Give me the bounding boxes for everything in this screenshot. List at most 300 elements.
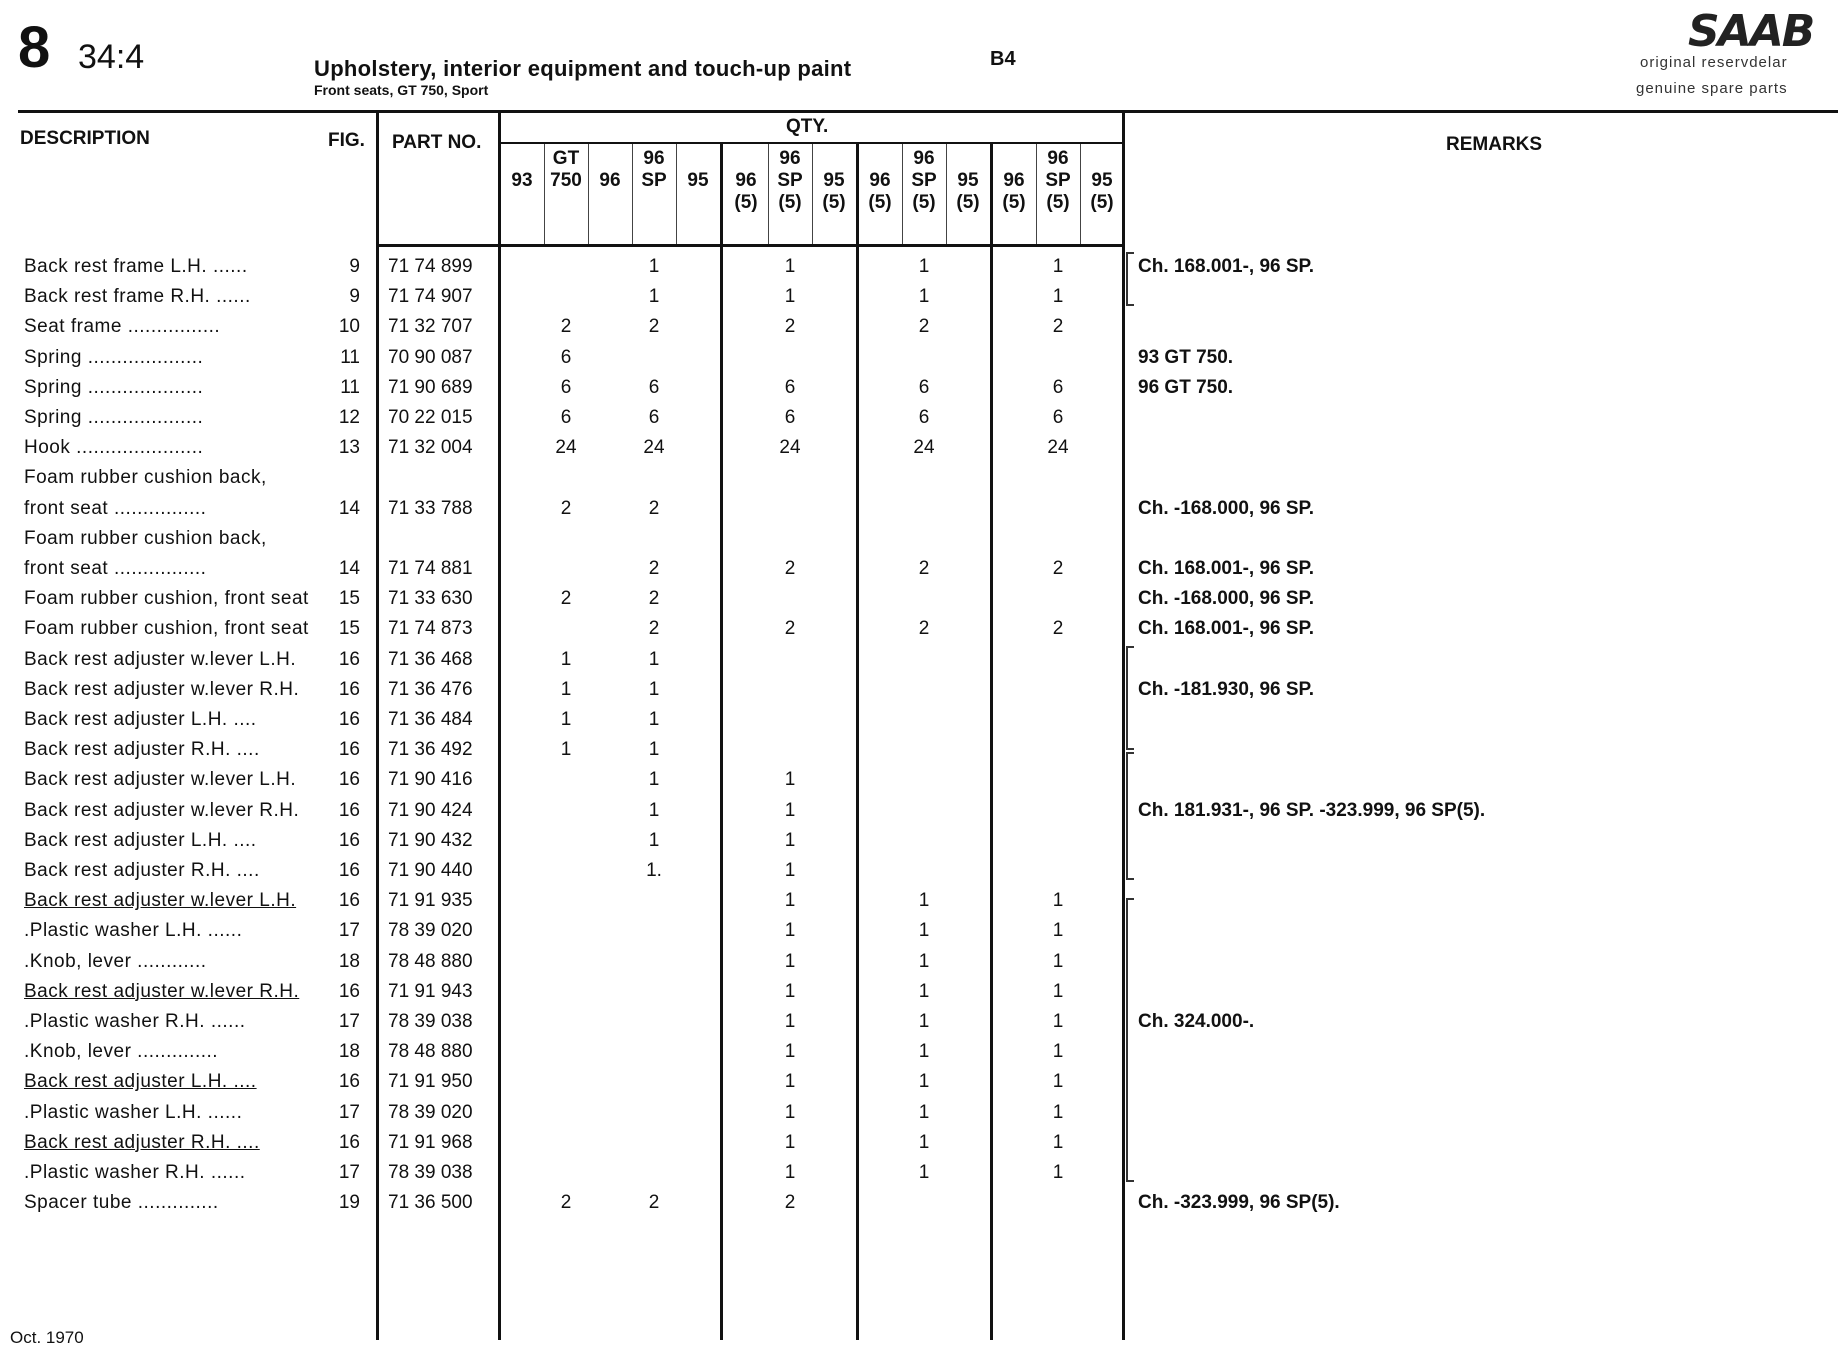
row-part-number: 70 90 087 — [388, 346, 473, 368]
table-row — [0, 1128, 1840, 1158]
qty-col-header — [812, 148, 856, 214]
row-part-number: 71 36 492 — [388, 739, 473, 761]
qty-col-header — [1080, 148, 1124, 214]
row-qty: 2 — [784, 316, 796, 338]
row-part-number: 78 48 880 — [388, 950, 473, 972]
page-title: Upholstery, interior equipment and touch-up paint — [314, 56, 852, 81]
qty-col-header — [768, 148, 812, 214]
remark-bracket — [1126, 898, 1134, 1182]
section-number: 34:4 — [78, 38, 145, 76]
row-qty: 6 — [560, 376, 572, 398]
table-header-rule — [379, 244, 1122, 247]
table-row — [0, 1007, 1840, 1037]
table-row — [0, 403, 1840, 433]
row-fig: 12 — [338, 407, 360, 428]
row-fig: 16 — [338, 678, 360, 700]
row-qty: 2 — [1052, 618, 1064, 640]
qty-col-header-line — [812, 148, 856, 170]
row-part-number: 71 32 004 — [388, 437, 473, 459]
row-fig: 17 — [338, 1162, 360, 1183]
qty-col-header-line: 95 — [957, 170, 979, 191]
row-description: .Knob, lever .............. — [24, 1041, 219, 1063]
row-description: Back rest adjuster L.H. .... — [24, 1071, 257, 1093]
qty-col-header — [946, 148, 990, 214]
row-description: .Plastic washer R.H. ...... — [24, 1162, 246, 1183]
row-description: Back rest adjuster R.H. .... — [24, 1131, 260, 1153]
table-row — [0, 312, 1840, 342]
table-row — [0, 554, 1840, 584]
row-qty: 1 — [1052, 256, 1064, 277]
qty-col-header-line — [946, 148, 990, 170]
qty-col-header-line — [676, 148, 720, 170]
row-qty: 1 — [918, 1162, 930, 1183]
row-qty: 2 — [784, 1192, 796, 1214]
row-description: Spring .................... — [24, 376, 204, 398]
qty-col-header-line: 95 — [1091, 170, 1113, 191]
row-part-number: 71 90 416 — [388, 769, 473, 791]
qty-col-header-line: (5) — [734, 192, 758, 213]
qty-col-line — [544, 144, 545, 244]
row-qty: 1 — [784, 256, 796, 277]
row-part-number: 71 33 788 — [388, 497, 473, 519]
row-qty: 1 — [1052, 1041, 1064, 1063]
remark-bracket — [1126, 646, 1134, 750]
row-qty: 1 — [648, 829, 660, 851]
qty-col-header-line: 96 — [1003, 170, 1025, 191]
qty-col-header-line: 96 — [735, 170, 757, 191]
qty-col-header-line: 95 — [687, 170, 709, 191]
qty-col-header-line: (5) — [822, 192, 846, 213]
qty-col-header-line — [544, 192, 588, 214]
row-qty: 1 — [648, 648, 660, 670]
saab-logo: SAAB — [1688, 6, 1814, 57]
qty-col-header-line: 93 — [511, 170, 533, 191]
row-part-number: 71 36 468 — [388, 648, 473, 670]
row-part-number: 71 36 476 — [388, 678, 473, 700]
qty-col-header-line: (5) — [778, 192, 802, 213]
table-row — [0, 675, 1840, 705]
row-qty: 1 — [1052, 1011, 1064, 1032]
row-qty: 1 — [560, 709, 572, 730]
row-qty: 1 — [1052, 980, 1064, 1002]
row-fig: 19 — [338, 1192, 360, 1214]
qty-col-header-line — [500, 148, 544, 170]
row-description: Hook ...................... — [24, 437, 204, 459]
row-description: Spacer tube .............. — [24, 1192, 219, 1214]
row-part-number: 71 36 500 — [388, 1192, 473, 1214]
row-description: Foam rubber cushion, front seat — [24, 588, 309, 610]
row-fig: 11 — [340, 376, 360, 398]
row-qty: 24 — [779, 437, 801, 459]
row-qty: 1 — [784, 829, 796, 851]
row-qty: 1 — [784, 950, 796, 972]
row-description: Foam rubber cushion, front seat — [24, 618, 309, 640]
row-fig: 14 — [338, 558, 360, 579]
row-qty: 1 — [918, 920, 930, 942]
remark-bracket — [1126, 752, 1134, 880]
row-qty: 6 — [560, 407, 572, 428]
row-fig: 16 — [338, 890, 360, 912]
qty-col-header-line: (5) — [1002, 192, 1026, 213]
qty-col-line — [632, 144, 633, 244]
table-row — [0, 343, 1840, 373]
row-qty: 2 — [648, 316, 660, 338]
row-remark: Ch. -181.930, 96 SP. — [1138, 678, 1315, 700]
table-row — [0, 645, 1840, 675]
row-description: Back rest adjuster w.lever L.H. — [24, 769, 297, 791]
row-part-number: 71 74 907 — [388, 286, 473, 308]
row-description: Back rest frame L.H. ...... — [24, 256, 248, 277]
row-qty: 1 — [918, 1071, 930, 1093]
qty-col-line — [902, 144, 903, 244]
row-fig: 9 — [349, 286, 360, 308]
qty-col-header-line — [1080, 148, 1124, 170]
qty-col-header-line: GT — [552, 148, 580, 169]
qty-col-header — [676, 148, 720, 214]
row-description: Back rest adjuster L.H. .... — [24, 829, 257, 851]
tagline-swedish: original reservdelar — [1640, 54, 1788, 71]
qty-col-line — [588, 144, 589, 244]
row-qty: 2 — [784, 558, 796, 579]
qty-col-header-line: (5) — [868, 192, 892, 213]
qty-col-header-line — [500, 192, 544, 214]
qty-col-header — [500, 148, 544, 214]
row-part-number: 78 39 020 — [388, 920, 473, 942]
row-description: .Plastic washer L.H. ...... — [24, 1101, 243, 1123]
col-header-fig: FIG. — [328, 130, 365, 151]
row-part-number: 71 91 950 — [388, 1071, 473, 1093]
row-qty: 1 — [918, 950, 930, 972]
row-qty: 2 — [1052, 558, 1064, 579]
qty-col-header-line: 96 — [643, 148, 665, 169]
row-qty: 1 — [918, 286, 930, 308]
row-part-number: 71 90 689 — [388, 376, 473, 398]
table-row — [0, 735, 1840, 765]
row-qty: 1 — [784, 1041, 796, 1063]
row-qty: 1 — [784, 1071, 796, 1093]
qty-col-header — [902, 148, 946, 214]
row-qty: 1 — [560, 678, 572, 700]
row-qty: 6 — [1052, 407, 1064, 428]
table-row — [0, 494, 1840, 524]
row-part-number: 70 22 015 — [388, 407, 473, 428]
row-qty: 1 — [1052, 1071, 1064, 1093]
row-qty: 1 — [784, 1101, 796, 1123]
table-row — [0, 524, 1840, 554]
qty-col-header-line: SP — [1045, 170, 1071, 191]
row-fig: 16 — [338, 1071, 360, 1093]
qty-col-header-line: (5) — [1046, 192, 1070, 213]
qty-col-header-line: SP — [777, 170, 803, 191]
row-qty: 2 — [648, 588, 660, 610]
row-part-number: 71 90 424 — [388, 799, 473, 821]
row-remark: Ch. 168.001-, 96 SP. — [1138, 618, 1315, 640]
row-qty: 1 — [648, 799, 660, 821]
row-qty: 1 — [918, 890, 930, 912]
col-header-qty: QTY. — [786, 116, 829, 137]
row-qty: 1 — [1052, 890, 1064, 912]
row-description: .Plastic washer L.H. ...... — [24, 920, 243, 942]
qty-col-header-line — [588, 192, 632, 214]
row-qty: 1 — [784, 890, 796, 912]
row-qty: 1 — [784, 1162, 796, 1183]
row-qty: 2 — [560, 1192, 572, 1214]
row-fig: 15 — [338, 588, 360, 610]
qty-col-header-line: 750 — [550, 170, 582, 191]
qty-col-header-line: (5) — [912, 192, 936, 213]
row-description: Back rest adjuster L.H. .... — [24, 709, 257, 730]
section-code: B4 — [990, 48, 1016, 70]
row-qty: 2 — [648, 497, 660, 519]
row-qty: 1 — [1052, 1162, 1064, 1183]
row-remark: 96 GT 750. — [1138, 376, 1234, 398]
header-rule — [18, 110, 1838, 113]
row-qty: 1 — [918, 1041, 930, 1063]
row-fig: 16 — [338, 769, 360, 791]
row-qty: 1 — [918, 1101, 930, 1123]
table-row — [0, 886, 1840, 916]
col-header-description: DESCRIPTION — [20, 128, 150, 149]
row-remark: Ch. 168.001-, 96 SP. — [1138, 558, 1315, 579]
row-fig: 16 — [338, 980, 360, 1002]
row-part-number: 71 74 873 — [388, 618, 473, 640]
row-qty: 1 — [918, 256, 930, 277]
page-subtitle: Front seats, GT 750, Sport — [314, 82, 489, 98]
row-qty: 6 — [918, 407, 930, 428]
qty-col-header-line — [676, 192, 720, 214]
row-qty: 6 — [784, 407, 796, 428]
row-fig: 16 — [338, 709, 360, 730]
row-fig: 11 — [340, 346, 360, 368]
row-description: .Knob, lever ............ — [24, 950, 207, 972]
qty-col-header-line: 96 — [599, 170, 621, 191]
row-part-number: 71 91 935 — [388, 890, 473, 912]
row-remark: 93 GT 750. — [1138, 346, 1234, 368]
row-qty: 2 — [1052, 316, 1064, 338]
row-part-number: 78 39 038 — [388, 1011, 473, 1032]
table-row — [0, 433, 1840, 463]
row-qty: 1 — [918, 980, 930, 1002]
row-qty: 24 — [555, 437, 577, 459]
row-fig: 16 — [338, 860, 360, 881]
row-qty: 1 — [648, 739, 660, 761]
row-qty: 1 — [560, 648, 572, 670]
row-description: Back rest adjuster w.lever L.H. — [24, 648, 297, 670]
qty-col-header-line — [992, 148, 1036, 170]
row-remark: Ch. 181.931-, 96 SP. -323.999, 96 SP(5). — [1138, 799, 1486, 821]
qty-col-header — [632, 148, 676, 214]
row-description: front seat ................ — [24, 558, 207, 579]
row-qty: 6 — [784, 376, 796, 398]
row-qty: 1 — [784, 920, 796, 942]
table-row — [0, 796, 1840, 826]
row-description: Back rest frame R.H. ...... — [24, 286, 251, 308]
row-qty: 6 — [918, 376, 930, 398]
qty-col-header — [1036, 148, 1080, 214]
qty-col-line — [768, 144, 769, 244]
table-row — [0, 977, 1840, 1007]
table-row — [0, 463, 1840, 493]
row-qty: 1 — [784, 860, 796, 881]
tagline-english: genuine spare parts — [1636, 80, 1788, 97]
row-qty: 24 — [643, 437, 665, 459]
row-qty: 24 — [913, 437, 935, 459]
row-fig: 10 — [338, 316, 360, 338]
qty-col-line — [812, 144, 813, 244]
qty-col-header-line: 96 — [779, 148, 801, 169]
table-row — [0, 705, 1840, 735]
row-fig: 13 — [338, 437, 360, 459]
table-row — [0, 282, 1840, 312]
row-description: Back rest adjuster R.H. .... — [24, 739, 260, 761]
table-row — [0, 916, 1840, 946]
qty-col-line — [1036, 144, 1037, 244]
row-remark: Ch. -168.000, 96 SP. — [1138, 497, 1315, 519]
row-qty: 1 — [784, 286, 796, 308]
table-row — [0, 856, 1840, 886]
row-fig: 16 — [338, 1131, 360, 1153]
table-row — [0, 252, 1840, 282]
qty-col-line — [946, 144, 947, 244]
table-row — [0, 1158, 1840, 1188]
row-description: Back rest adjuster w.lever R.H. — [24, 799, 300, 821]
row-qty: 1 — [648, 286, 660, 308]
row-qty: 1 — [784, 799, 796, 821]
row-part-number: 71 36 484 — [388, 709, 473, 730]
row-fig: 17 — [338, 920, 360, 942]
qty-col-header-line: 96 — [913, 148, 935, 169]
row-remark: Ch. 324.000-. — [1138, 1011, 1255, 1032]
row-qty: 2 — [648, 558, 660, 579]
table-row — [0, 1037, 1840, 1067]
row-part-number: 71 32 707 — [388, 316, 473, 338]
table-row — [0, 1098, 1840, 1128]
row-qty: 1 — [918, 1011, 930, 1032]
table-row — [0, 1067, 1840, 1097]
row-qty: 1 — [1052, 286, 1064, 308]
col-header-part-no: PART NO. — [392, 132, 482, 153]
row-qty: 6 — [560, 346, 572, 368]
row-fig: 17 — [338, 1011, 360, 1032]
row-description: Back rest adjuster w.lever R.H. — [24, 678, 300, 700]
row-qty: 1 — [648, 769, 660, 791]
row-qty: 6 — [1052, 376, 1064, 398]
qty-col-header-line: (5) — [956, 192, 980, 213]
row-qty: 1 — [1052, 920, 1064, 942]
row-qty: 2 — [918, 316, 930, 338]
row-description: Spring .................... — [24, 407, 204, 428]
row-qty: 2 — [560, 588, 572, 610]
row-description: Back rest adjuster R.H. .... — [24, 860, 260, 881]
row-fig: 16 — [338, 799, 360, 821]
row-qty: 2 — [648, 1192, 660, 1214]
remark-bracket — [1126, 252, 1134, 306]
row-qty: 1 — [1052, 950, 1064, 972]
row-qty: 1 — [1052, 1101, 1064, 1123]
row-part-number: 71 91 943 — [388, 980, 473, 1002]
qty-col-header-line: 96 — [1047, 148, 1069, 169]
qty-col-line — [1080, 144, 1081, 244]
row-remark: Ch. -168.000, 96 SP. — [1138, 588, 1315, 610]
row-qty: 1 — [648, 256, 660, 277]
qty-col-header-line — [858, 148, 902, 170]
row-description: Back rest adjuster w.lever R.H. — [24, 980, 300, 1002]
qty-col-header-line: SP — [641, 170, 667, 191]
row-qty: 1 — [784, 769, 796, 791]
row-fig: 16 — [338, 648, 360, 670]
row-qty: 1 — [648, 709, 660, 730]
table-row — [0, 826, 1840, 856]
row-fig: 16 — [338, 829, 360, 851]
row-part-number: 78 48 880 — [388, 1041, 473, 1063]
table-row — [0, 1188, 1840, 1218]
row-part-number: 71 74 899 — [388, 256, 473, 277]
qty-col-header — [724, 148, 768, 214]
row-description: Spring .................... — [24, 346, 204, 368]
table-row — [0, 373, 1840, 403]
row-qty: 1 — [918, 1131, 930, 1153]
qty-col-header-line — [632, 192, 676, 214]
row-qty: 1 — [784, 1011, 796, 1032]
publication-date: Oct. 1970 — [10, 1328, 84, 1347]
qty-col-header-line: (5) — [1090, 192, 1114, 213]
row-part-number: 78 39 038 — [388, 1162, 473, 1183]
row-qty: 1 — [784, 1131, 796, 1153]
row-qty: 2 — [918, 618, 930, 640]
row-qty: 24 — [1047, 437, 1069, 459]
row-description: Seat frame ................ — [24, 316, 221, 338]
row-part-number: 71 90 432 — [388, 829, 473, 851]
row-remark: Ch. -323.999, 96 SP(5). — [1138, 1192, 1340, 1214]
qty-col-header — [544, 148, 588, 214]
row-qty: 1. — [646, 860, 662, 881]
row-fig: 15 — [338, 618, 360, 640]
row-description: Foam rubber cushion back, — [24, 527, 267, 549]
row-qty: 6 — [648, 407, 660, 428]
row-part-number: 71 74 881 — [388, 558, 473, 579]
table-row — [0, 765, 1840, 795]
row-fig: 16 — [338, 739, 360, 761]
row-qty: 2 — [648, 618, 660, 640]
row-qty: 1 — [648, 678, 660, 700]
row-part-number: 78 39 020 — [388, 1101, 473, 1123]
row-description: Back rest adjuster w.lever L.H. — [24, 890, 297, 912]
table-row — [0, 614, 1840, 644]
table-row — [0, 947, 1840, 977]
row-description: Foam rubber cushion back, — [24, 467, 267, 489]
row-qty: 2 — [918, 558, 930, 579]
qty-col-header — [588, 148, 632, 214]
qty-col-header — [858, 148, 902, 214]
qty-col-header-line — [724, 148, 768, 170]
row-part-number: 71 33 630 — [388, 588, 473, 610]
col-header-remarks: REMARKS — [1446, 134, 1543, 155]
qty-col-header — [992, 148, 1036, 214]
qty-col-header-line: 95 — [823, 170, 845, 191]
row-qty: 1 — [784, 980, 796, 1002]
row-description: front seat ................ — [24, 497, 207, 519]
qty-col-header-line: SP — [911, 170, 937, 191]
page-number: 8 — [18, 15, 51, 80]
table-row — [0, 584, 1840, 614]
row-fig: 18 — [338, 1041, 360, 1063]
row-qty: 2 — [560, 316, 572, 338]
row-description: .Plastic washer R.H. ...... — [24, 1011, 246, 1032]
row-part-number: 71 91 968 — [388, 1131, 473, 1153]
qty-col-line — [676, 144, 677, 244]
row-remark: Ch. 168.001-, 96 SP. — [1138, 256, 1315, 277]
row-part-number: 71 90 440 — [388, 860, 473, 881]
